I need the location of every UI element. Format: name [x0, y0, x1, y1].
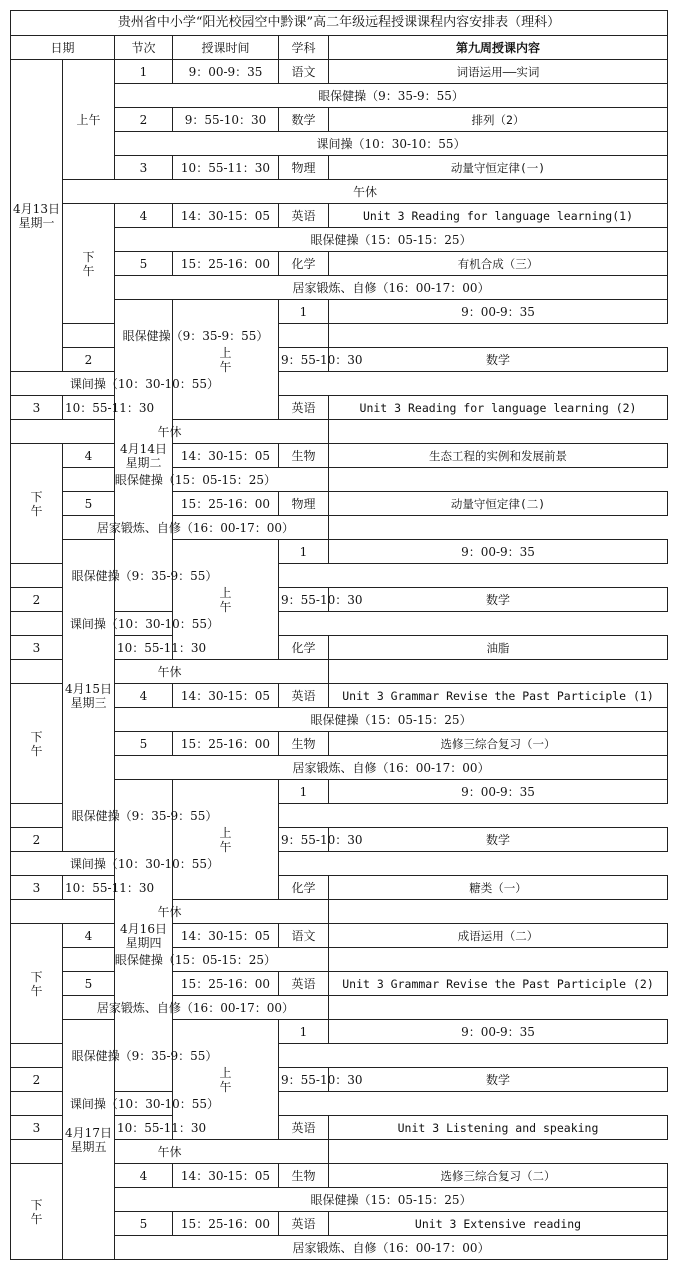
break-row: 眼保健操（15：05-15：25）	[115, 1188, 668, 1212]
noon-break: 午休	[11, 1140, 329, 1164]
period-content: 动量守恒定律(一)	[329, 156, 668, 180]
period-time: 15：25-16：00	[173, 252, 279, 276]
table-row	[11, 372, 668, 396]
period-number: 1	[279, 300, 329, 324]
period-subject: 英语	[279, 396, 329, 420]
table-row	[11, 948, 668, 972]
title-row	[11, 11, 668, 36]
break-row: 课间操（10：30-10：55）	[11, 372, 279, 396]
period-subject: 化学	[279, 876, 329, 900]
period-number: 2	[115, 108, 173, 132]
table-row	[11, 420, 668, 444]
weekday-label: 星期四	[125, 935, 162, 950]
period-time: 9：55-10：30	[173, 108, 279, 132]
pm-label	[11, 1164, 63, 1260]
period-subject: 语文	[279, 60, 329, 84]
period-number: 2	[11, 828, 63, 852]
period-time: 10：55-11：30	[63, 876, 115, 900]
period-subject: 数学	[329, 588, 668, 612]
period-time: 9：00-9：35	[329, 1020, 668, 1044]
period-content: 词语运用——实词	[329, 60, 668, 84]
table-row	[11, 396, 668, 420]
pm-label-text: 下 午	[30, 969, 43, 998]
period-number: 4	[63, 924, 115, 948]
date-label: 4月16日	[120, 921, 167, 936]
am-label	[63, 60, 115, 180]
schedule-body	[11, 11, 668, 1260]
period-time: 14：30-15：05	[173, 204, 279, 228]
period-number: 1	[279, 540, 329, 564]
table-row	[11, 924, 668, 948]
table-row	[11, 852, 668, 876]
table-row	[11, 1044, 668, 1068]
break-row: 眼保健操（15：05-15：25）	[63, 948, 329, 972]
table-row	[11, 324, 668, 348]
table-row	[11, 516, 668, 540]
am-label-text: 上 午	[219, 585, 232, 614]
period-subject: 生物	[279, 444, 329, 468]
period-number: 3	[11, 396, 63, 420]
period-content: Unit 3 Reading for language learning (2)	[329, 396, 668, 420]
period-subject: 英语	[279, 684, 329, 708]
period-time: 10：55-11：30	[115, 636, 173, 660]
date-cell	[11, 60, 63, 372]
period-number: 2	[63, 348, 115, 372]
table-row	[11, 876, 668, 900]
period-number: 1	[279, 780, 329, 804]
period-subject: 英语	[279, 1116, 329, 1140]
period-subject: 语文	[279, 924, 329, 948]
period-subject: 生物	[279, 732, 329, 756]
period-time: 15：25-16：00	[173, 1212, 279, 1236]
weekday-label: 星期五	[70, 1139, 107, 1154]
schedule-table	[10, 10, 668, 1260]
home-study-row: 居家锻炼、自修（16：00-17：00）	[115, 276, 668, 300]
weekday-label: 星期三	[70, 695, 107, 710]
pm-label-text: 下 午	[30, 729, 43, 758]
period-subject: 数学	[329, 828, 668, 852]
break-row: 课间操（10：30-10：55）	[11, 612, 279, 636]
period-number: 3	[115, 156, 173, 180]
am-label	[173, 780, 279, 900]
break-row: 眼保健操（9：35-9：55）	[11, 564, 279, 588]
period-content: 生态工程的实例和发展前景	[329, 444, 668, 468]
pm-label	[11, 444, 63, 564]
table-row	[11, 1092, 668, 1116]
period-subject: 物理	[279, 156, 329, 180]
period-number: 3	[11, 1116, 63, 1140]
date-label: 4月14日	[120, 441, 167, 456]
table-row	[11, 348, 668, 372]
header-date: 日期	[11, 36, 115, 60]
period-time: 9：55-10：30	[279, 1068, 329, 1092]
period-number: 4	[63, 444, 115, 468]
period-number: 5	[115, 1212, 173, 1236]
period-subject: 物理	[279, 492, 329, 516]
period-time: 9：00-9：35	[329, 540, 668, 564]
am-label-text: 上 午	[219, 1065, 232, 1094]
break-row: 课间操（10：30-10：55）	[11, 852, 279, 876]
period-content: Unit 3 Reading for language learning(1)	[329, 204, 668, 228]
period-number: 5	[115, 732, 173, 756]
break-row: 眼保健操（9：35-9：55）	[11, 1044, 279, 1068]
period-time: 14：30-15：05	[173, 924, 279, 948]
table-row	[11, 60, 668, 84]
period-number: 5	[63, 972, 115, 996]
period-number: 4	[115, 684, 173, 708]
period-number: 2	[11, 1068, 63, 1092]
period-subject: 化学	[279, 252, 329, 276]
break-row: 眼保健操（15：05-15：25）	[63, 468, 329, 492]
noon-break: 午休	[11, 900, 329, 924]
break-row: 眼保健操（9：35-9：55）	[11, 804, 279, 828]
period-content: 选修三综合复习（一）	[329, 732, 668, 756]
date-label: 4月15日	[65, 681, 112, 696]
am-label-text: 上 午	[219, 345, 232, 374]
break-row: 眼保健操（15：05-15：25）	[115, 228, 668, 252]
period-content: Unit 3 Grammar Revise the Past Participle (2)	[329, 972, 668, 996]
period-time: 14：30-15：05	[173, 444, 279, 468]
header-period: 节次	[115, 36, 173, 60]
period-number: 3	[11, 636, 63, 660]
pm-label-text: 下 午	[30, 489, 43, 518]
am-label-text: 上午	[76, 112, 101, 127]
am-label-text: 上 午	[219, 825, 232, 854]
period-content: 排列（2）	[329, 108, 668, 132]
pm-label	[63, 204, 115, 324]
break-row: 眼保健操（9：35-9：55）	[115, 84, 668, 108]
period-subject: 英语	[279, 972, 329, 996]
header-subject: 学科	[279, 36, 329, 60]
header-content: 第九周授课内容	[329, 36, 668, 60]
table-row	[11, 180, 668, 204]
period-time: 9：00-9：35	[173, 60, 279, 84]
period-number: 1	[279, 1020, 329, 1044]
date-label: 4月13日	[13, 201, 60, 216]
period-time: 9：00-9：35	[329, 780, 668, 804]
table-row	[11, 1020, 668, 1044]
table-title: 贵州省中小学“阳光校园空中黔课”高二年级远程授课课程内容安排表（理科）	[11, 11, 668, 36]
noon-break: 午休	[11, 420, 329, 444]
period-time: 15：25-16：00	[173, 732, 279, 756]
period-subject: 化学	[279, 636, 329, 660]
period-subject: 数学	[329, 1068, 668, 1092]
weekday-label: 星期二	[125, 455, 162, 470]
period-content: Unit 3 Listening and speaking	[329, 1116, 668, 1140]
period-time: 10：55-11：30	[173, 156, 279, 180]
period-number: 1	[115, 60, 173, 84]
period-number: 5	[63, 492, 115, 516]
table-row	[11, 972, 668, 996]
period-time: 14：30-15：05	[173, 684, 279, 708]
table-row	[11, 900, 668, 924]
period-content: 动量守恒定律(二)	[329, 492, 668, 516]
table-row	[11, 468, 668, 492]
period-time: 10：55-11：30	[115, 1116, 173, 1140]
period-subject: 英语	[279, 204, 329, 228]
period-content: Unit 3 Grammar Revise the Past Participle (1)	[329, 684, 668, 708]
period-content: 有机合成（三）	[329, 252, 668, 276]
table-row	[11, 492, 668, 516]
period-number: 4	[115, 204, 173, 228]
period-content: 成语运用（二）	[329, 924, 668, 948]
break-row: 课间操（10：30-10：55）	[11, 1092, 279, 1116]
period-subject: 数学	[329, 348, 668, 372]
table-row	[11, 540, 668, 564]
table-row	[11, 612, 668, 636]
period-number: 3	[11, 876, 63, 900]
noon-break: 午休	[11, 660, 329, 684]
period-number: 5	[115, 252, 173, 276]
date-label: 4月17日	[65, 1125, 112, 1140]
period-time: 9：00-9：35	[329, 300, 668, 324]
period-time: 14：30-15：05	[173, 1164, 279, 1188]
period-content: 选修三综合复习（二）	[329, 1164, 668, 1188]
period-content: 油脂	[329, 636, 668, 660]
period-subject: 数学	[279, 108, 329, 132]
am-label	[173, 300, 279, 420]
period-number: 4	[115, 1164, 173, 1188]
period-time: 9：55-10：30	[279, 588, 329, 612]
home-study-row: 居家锻炼、自修（16：00-17：00）	[63, 516, 329, 540]
period-number: 2	[11, 588, 63, 612]
period-time: 10：55-11：30	[63, 396, 115, 420]
home-study-row: 居家锻炼、自修（16：00-17：00）	[63, 996, 329, 1020]
period-subject: 英语	[279, 1212, 329, 1236]
table-row	[11, 564, 668, 588]
table-row	[11, 204, 668, 228]
period-time: 15：25-16：00	[173, 492, 279, 516]
home-study-row: 居家锻炼、自修（16：00-17：00）	[115, 756, 668, 780]
table-row	[11, 804, 668, 828]
table-row	[11, 996, 668, 1020]
pm-label	[11, 684, 63, 804]
table-row	[11, 660, 668, 684]
period-time: 9：55-10：30	[279, 348, 329, 372]
pm-label-text: 下 午	[82, 249, 95, 278]
period-content: Unit 3 Extensive reading	[329, 1212, 668, 1236]
period-content: 糖类（一）	[329, 876, 668, 900]
table-row	[11, 444, 668, 468]
header-time: 授课时间	[173, 36, 279, 60]
break-row: 眼保健操（9：35-9：55）	[63, 324, 329, 348]
period-subject: 生物	[279, 1164, 329, 1188]
pm-label-text: 下 午	[30, 1197, 43, 1226]
home-study-row: 居家锻炼、自修（16：00-17：00）	[115, 1236, 668, 1260]
period-time: 15：25-16：00	[173, 972, 279, 996]
break-row: 眼保健操（15：05-15：25）	[115, 708, 668, 732]
noon-break: 午休	[63, 180, 668, 204]
table-row	[11, 1140, 668, 1164]
pm-label	[11, 924, 63, 1044]
weekday-label: 星期一	[18, 215, 55, 230]
header-row	[11, 36, 668, 60]
period-time: 9：55-10：30	[279, 828, 329, 852]
break-row: 课间操（10：30-10：55）	[115, 132, 668, 156]
